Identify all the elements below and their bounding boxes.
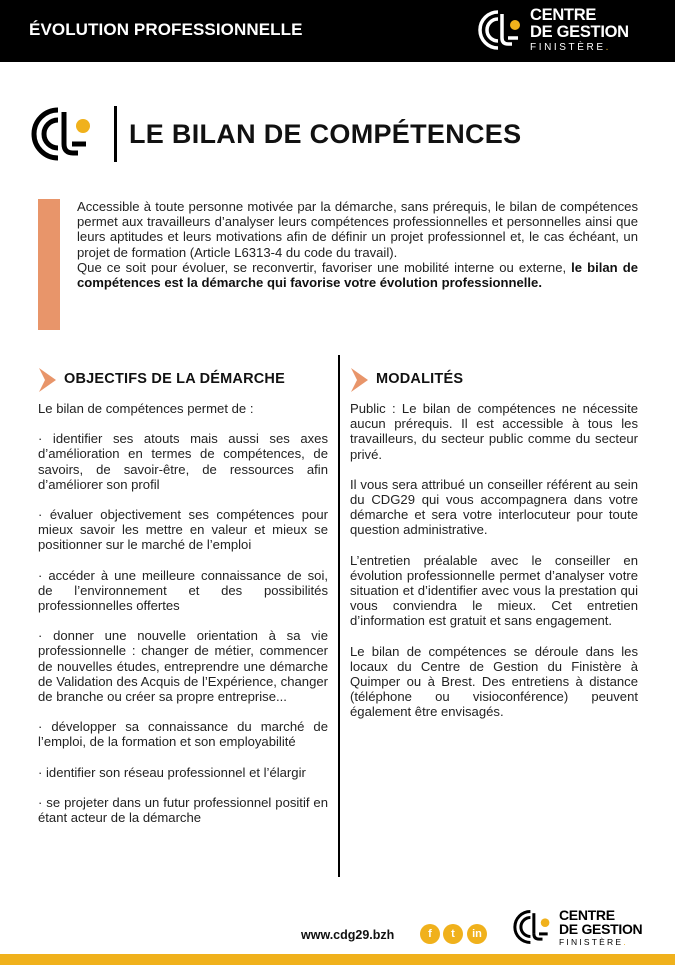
objectif-item: · identifier ses atouts mais aussi ses axes d’amélioration en termes de compétences, de savoirs, de savoir-être, de ressources afin d’améliorer son profil <box>38 431 328 492</box>
modalites-heading: MODALITÉS <box>376 371 464 388</box>
intro-paragraph-2-regular: Que ce soit pour évoluer, se reconvertir, favoriser une mobilité interne ou externe, <box>77 259 572 275</box>
objectif-item: · évaluer objectivement ses compétences pour mieux savoir les mettre en valeur et mieux se positionner sur le marché de l’emploi <box>38 507 328 553</box>
brand-line-3 <box>559 938 642 947</box>
modalites-section <box>350 365 638 735</box>
objectifs-lead: Le bilan de compétences permet de : <box>38 401 254 416</box>
brand-line-1: CENTRE <box>530 6 597 24</box>
brand-line-2: DE GESTION <box>530 22 629 41</box>
brand-dot: . <box>605 42 612 53</box>
column-divider <box>338 355 340 877</box>
brand-dot: . <box>623 937 628 947</box>
brand-line-2: DE GESTION <box>559 921 643 937</box>
objectifs-section <box>38 365 328 840</box>
website-link[interactable]: www.cdg29.bzh <box>301 928 395 942</box>
modalites-heading-row <box>350 365 638 395</box>
objectif-item: · se projeter dans un futur professionnel positif en étant acteur de la démarche <box>38 794 328 826</box>
chevron-right-icon <box>38 368 56 392</box>
page-title: LE BILAN DE COMPÉTENCES <box>129 118 522 149</box>
brand-region: FINISTÈRE <box>559 937 624 947</box>
facebook-icon[interactable]: f <box>420 924 440 944</box>
modalites-paragraph: Il vous sera attribué un conseiller référent au sein du CDG29 qui vous accompagnera dans votre démarche et sera votre interlocuteur pour toute question administrative. <box>350 476 638 538</box>
cdg-logo-icon <box>478 8 524 52</box>
modalites-paragraph: L’entretien préalable avec le conseiller en évolution professionnelle permet d’analyser votre situation et d’identifier avec vous la prestation qui vous conviendra le mieux. Cet entretien d’information est gratuit et sans engagement. <box>350 552 638 629</box>
page-header <box>28 102 521 166</box>
cdg-logo-icon <box>513 908 553 946</box>
objectifs-heading: OBJECTIFS DE LA DÉMARCHE <box>64 371 285 388</box>
twitter-icon[interactable]: t <box>443 924 463 944</box>
chevron-right-icon <box>350 368 368 392</box>
objectif-item: · développer sa connaissance du marché de l’emploi, de la formation et son employabilité <box>38 719 328 750</box>
intro-paragraph-2-bold: le bilan de compétences est la démarche qui favorise votre évolution professionnelle. <box>77 259 638 291</box>
intro-text <box>77 199 638 290</box>
objectif-item: · identifier son réseau professionnel et l’élargir <box>38 764 306 780</box>
top-banner <box>0 0 675 62</box>
intro-accent-bar <box>38 199 60 330</box>
objectifs-heading-row <box>38 365 328 395</box>
brand-line-3 <box>530 43 629 53</box>
brand-line-1: CENTRE <box>559 907 615 923</box>
header-divider <box>114 106 117 162</box>
objectif-item: · accéder à une meilleure connaissance de soi, de l’environnement et des possibilités professionnelles offertes <box>38 567 328 614</box>
brand-logo-header <box>478 7 629 53</box>
bottom-accent-strip <box>0 954 675 965</box>
linkedin-icon[interactable]: in <box>467 924 487 944</box>
modalites-paragraph: Public : Le bilan de compétences ne nécessite aucun prérequis. Il est accessible à tous les travailleurs, du secteur public comme du secteur privé. <box>350 401 638 462</box>
intro-paragraph-2 <box>77 260 638 290</box>
intro-paragraph-1: Accessible à toute personne motivée par la démarche, sans prérequis, le bilan de compétences permet aux travailleurs d’analyser leurs compétences professionnelles et personnelles ainsi que leurs aptitudes et leurs motivations afin de définir un projet professionnel et, le cas échéant, un projet de formation (Article L6313-4 du code du travail). <box>77 199 638 260</box>
section-label: ÉVOLUTION PROFESSIONNELLE <box>29 20 303 39</box>
brand-region: FINISTÈRE <box>530 42 606 53</box>
brand-logo-footer <box>513 908 642 947</box>
modalites-paragraph: Le bilan de compétences se déroule dans les locaux du Centre de Gestion du Finistère à Quimper ou à Brest. Des entretiens à distance (téléphone ou visioconférence) peuvent également être envisagés. <box>350 643 638 720</box>
objectif-item: · donner une nouvelle orientation à sa vie professionnelle : changer de métier, commencer de nouvelles études, entreprendre une démarche de Validation des Acquis de l’Expérience, changer de branche ou créer sa propre entreprise... <box>38 628 328 705</box>
cdg-logo-icon <box>28 104 104 164</box>
